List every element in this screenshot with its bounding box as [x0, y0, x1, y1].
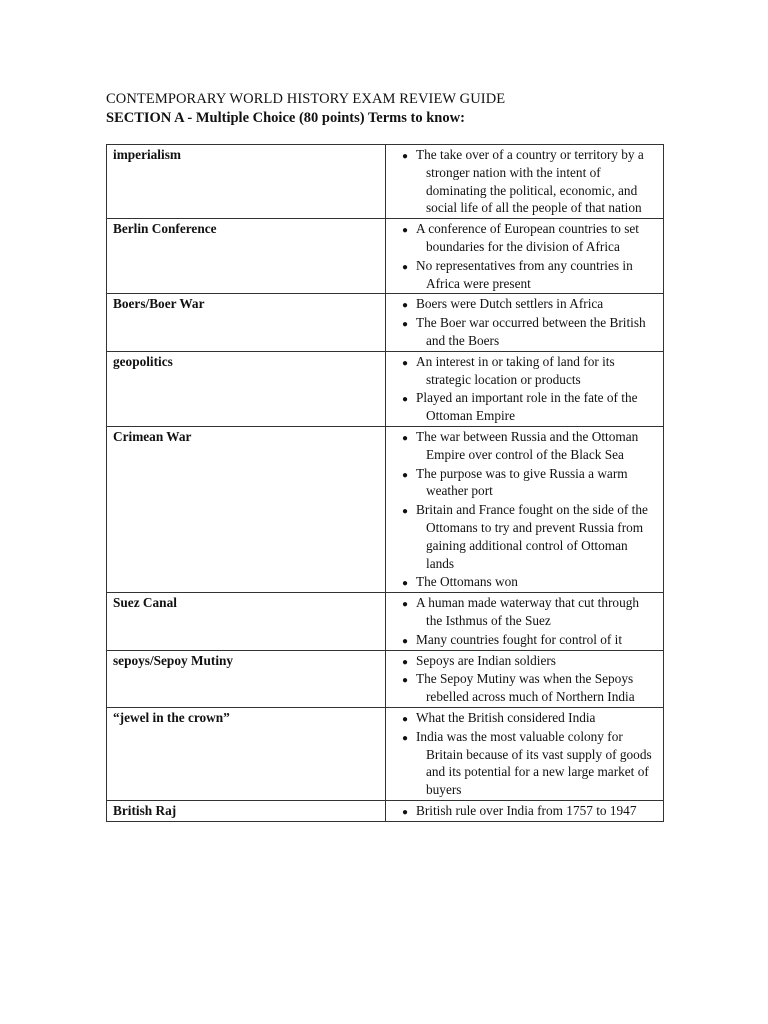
definition-text: The Ottomans won — [416, 574, 518, 590]
table-row — [107, 593, 664, 650]
bullet-icon: ● — [402, 151, 409, 162]
definition-list — [392, 295, 657, 349]
definition-cell — [386, 800, 664, 821]
definition-cell — [386, 593, 664, 650]
definition-text: The purpose was to give Russia a warm weather port — [416, 465, 628, 499]
section-heading: SECTION A - Multiple Choice (80 points) Terms to know: — [106, 110, 465, 126]
definition-text: India was the most valuable colony for Britain because of its vast supply of goods and its potential for a new large market of buyers — [416, 728, 652, 798]
bullet-icon: ● — [402, 506, 409, 518]
definition-cell — [386, 351, 664, 426]
bullet-icon: ● — [402, 261, 409, 273]
bullet-icon: ● — [402, 469, 409, 481]
definition-list — [392, 146, 657, 217]
bullet-icon: ● — [402, 599, 409, 611]
term-cell: sepoys/Sepoy Mutiny — [107, 650, 386, 707]
list-item — [392, 631, 657, 649]
bullet-icon: ● — [402, 319, 409, 331]
definition-list — [392, 220, 657, 292]
definition-text: The Sepoy Mutiny was when the Sepoys rebelled across much of Northern India — [416, 671, 635, 705]
bullet-icon: ● — [402, 357, 409, 369]
definition-list — [392, 428, 657, 591]
terms-table-body — [107, 145, 664, 822]
term-cell: geopolitics — [107, 351, 386, 426]
list-item — [392, 353, 657, 389]
table-row — [107, 351, 664, 426]
list-item — [392, 428, 657, 464]
term-cell: Boers/Boer War — [107, 294, 386, 351]
table-row — [107, 219, 664, 294]
definition-text: Britain and France fought on the side of the Ottomans to try and prevent Russia from gaining additional control of Ottoman lands — [416, 502, 648, 571]
term-cell: Berlin Conference — [107, 219, 386, 294]
table-row — [107, 294, 664, 351]
definition-text: A conference of European countries to set boundaries for the division of Africa — [416, 221, 640, 254]
bullet-icon: ● — [402, 432, 409, 444]
definition-list — [392, 709, 657, 799]
term-cell: Crimean War — [107, 426, 386, 592]
list-item — [392, 728, 657, 799]
list-item — [392, 573, 657, 591]
list-item — [392, 709, 657, 727]
list-item — [392, 389, 657, 425]
term-cell: imperialism — [107, 145, 386, 219]
term-cell: British Raj — [107, 800, 386, 821]
bullet-icon: ● — [402, 225, 409, 237]
bullet-icon: ● — [402, 806, 409, 818]
definition-text: An interest in or taking of land for its strategic location or products — [416, 353, 615, 387]
definition-text: Many countries fought for control of it — [416, 631, 623, 647]
list-item — [392, 465, 657, 501]
definition-text: No representatives from any countries in Africa were present — [416, 257, 633, 291]
list-item — [392, 670, 657, 706]
definition-cell — [386, 294, 664, 351]
bullet-icon: ● — [402, 675, 409, 687]
definition-text: A human made waterway that cut through the Isthmus of the Suez — [416, 595, 640, 628]
definition-list — [392, 353, 657, 425]
table-row — [107, 800, 664, 821]
definition-text: What the British considered India — [416, 709, 596, 725]
bullet-icon: ● — [402, 394, 409, 406]
table-row — [107, 707, 664, 800]
list-item — [392, 314, 657, 350]
definition-text: Played an important role in the fate of the Ottoman Empire — [416, 390, 638, 424]
definition-list — [392, 652, 657, 706]
table-row — [107, 650, 664, 707]
bullet-icon: ● — [402, 300, 409, 312]
bullet-icon: ● — [402, 635, 409, 647]
definition-text: The take over of a country or territory by a stronger nation with the intent of dominating the political, economic, and social life of all the people of that nation — [416, 147, 644, 216]
definition-cell — [386, 650, 664, 707]
table-row — [107, 145, 664, 219]
definition-cell — [386, 145, 664, 219]
definition-text: Sepoys are Indian soldiers — [416, 652, 556, 668]
definition-text: Boers were Dutch settlers in Africa — [416, 296, 604, 312]
definition-cell — [386, 219, 664, 294]
list-item — [392, 594, 657, 630]
definition-text: The Boer war occurred between the British and the Boers — [416, 315, 646, 348]
list-item — [392, 295, 657, 313]
bullet-icon: ● — [402, 732, 409, 744]
term-cell: Suez Canal — [107, 593, 386, 650]
definition-text: British rule over India from 1757 to 1947 — [416, 802, 637, 818]
definition-cell — [386, 707, 664, 800]
document-page — [106, 90, 663, 822]
bullet-icon: ● — [402, 656, 409, 668]
bullet-icon: ● — [402, 713, 409, 725]
terms-table — [106, 144, 664, 822]
list-item — [392, 146, 657, 217]
list-item — [392, 257, 657, 293]
definition-list — [392, 594, 657, 648]
term-cell: “jewel in the crown” — [107, 707, 386, 800]
table-row — [107, 426, 664, 592]
definition-cell — [386, 426, 664, 592]
definition-text: The war between Russia and the Ottoman Empire over control of the Black Sea — [416, 428, 639, 462]
document-title: CONTEMPORARY WORLD HISTORY EXAM REVIEW GUIDE — [106, 91, 506, 107]
list-item — [392, 220, 657, 256]
list-item — [392, 802, 657, 820]
list-item — [392, 501, 657, 572]
bullet-icon: ● — [402, 578, 409, 590]
list-item — [392, 652, 657, 670]
definition-list — [392, 802, 657, 820]
